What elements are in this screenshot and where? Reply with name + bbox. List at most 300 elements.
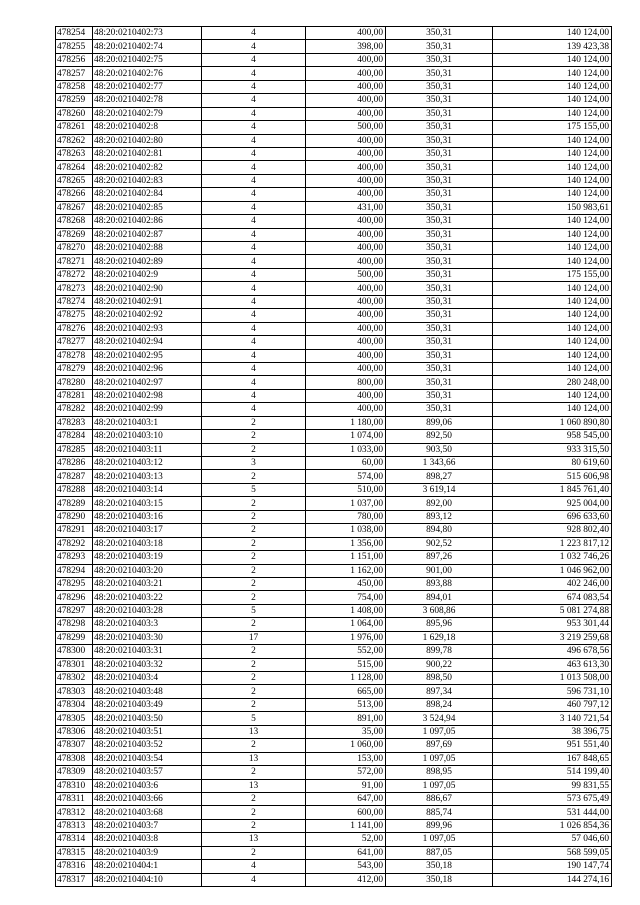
cadastral-number-cell: 48:20:0210403:54: [93, 752, 202, 765]
table-row: [56, 483, 612, 496]
table-row: [56, 416, 612, 429]
row-number-cell: 478301: [56, 658, 93, 671]
row-number-cell: 478256: [56, 53, 93, 66]
unit-price-cell: 350,31: [386, 309, 493, 322]
unit-price-cell: 1 097,05: [386, 725, 493, 738]
cadastral-number-cell: 48:20:0210403:4: [93, 672, 202, 685]
area-cell: 1 408,00: [306, 604, 386, 617]
area-cell: 400,00: [306, 161, 386, 174]
row-number-cell: 478261: [56, 121, 93, 134]
row-number-cell: 478298: [56, 618, 93, 631]
table-row: [56, 806, 612, 819]
table-row: [56, 228, 612, 241]
row-number-cell: 478313: [56, 819, 93, 832]
unit-price-cell: 898,27: [386, 470, 493, 483]
area-cell: 543,00: [306, 860, 386, 873]
unit-price-cell: 1 097,05: [386, 752, 493, 765]
unit-price-cell: 894,80: [386, 524, 493, 537]
cadastral-number-cell: 48:20:0210402:93: [93, 322, 202, 335]
cadastral-number-cell: 48:20:0210403:12: [93, 457, 202, 470]
cadastral-value-cell: 140 124,00: [493, 174, 612, 187]
category-code-cell: 3: [202, 457, 306, 470]
unit-price-cell: 350,31: [386, 174, 493, 187]
table-row: [56, 631, 612, 644]
unit-price-cell: 894,01: [386, 591, 493, 604]
area-cell: 1 064,00: [306, 618, 386, 631]
table-row: [56, 67, 612, 80]
category-code-cell: 2: [202, 551, 306, 564]
area-cell: 400,00: [306, 322, 386, 335]
category-code-cell: 4: [202, 873, 306, 886]
area-cell: 515,00: [306, 658, 386, 671]
area-cell: 400,00: [306, 80, 386, 93]
area-cell: 400,00: [306, 336, 386, 349]
category-code-cell: 2: [202, 658, 306, 671]
unit-price-cell: 350,31: [386, 80, 493, 93]
area-cell: 400,00: [306, 134, 386, 147]
unit-price-cell: 350,18: [386, 873, 493, 886]
table-row: [56, 389, 612, 402]
category-code-cell: 2: [202, 806, 306, 819]
unit-price-cell: 902,52: [386, 537, 493, 550]
category-code-cell: 2: [202, 564, 306, 577]
cadastral-number-cell: 48:20:0210403:11: [93, 443, 202, 456]
table-row: [56, 846, 612, 859]
category-code-cell: 2: [202, 685, 306, 698]
cadastral-number-cell: 48:20:0210403:30: [93, 631, 202, 644]
unit-price-cell: 898,95: [386, 766, 493, 779]
row-number-cell: 478276: [56, 322, 93, 335]
cadastral-number-cell: 48:20:0210402:94: [93, 336, 202, 349]
row-number-cell: 478283: [56, 416, 93, 429]
area-cell: 500,00: [306, 268, 386, 281]
table-row: [56, 255, 612, 268]
cadastral-number-cell: 48:20:0210402:8: [93, 121, 202, 134]
row-number-cell: 478304: [56, 698, 93, 711]
table-row: [56, 322, 612, 335]
cadastral-value-cell: 140 124,00: [493, 27, 612, 40]
table-row: [56, 860, 612, 873]
cadastral-number-cell: 48:20:0210402:87: [93, 228, 202, 241]
cadastral-number-cell: 48:20:0210402:95: [93, 349, 202, 362]
area-cell: 60,00: [306, 457, 386, 470]
unit-price-cell: 898,50: [386, 672, 493, 685]
category-code-cell: 4: [202, 268, 306, 281]
category-code-cell: 2: [202, 577, 306, 590]
cadastral-number-cell: 48:20:0210402:91: [93, 295, 202, 308]
area-cell: 400,00: [306, 215, 386, 228]
unit-price-cell: 886,67: [386, 792, 493, 805]
cadastral-number-cell: 48:20:0210403:10: [93, 430, 202, 443]
row-number-cell: 478282: [56, 403, 93, 416]
category-code-cell: 2: [202, 618, 306, 631]
unit-price-cell: 897,26: [386, 551, 493, 564]
cadastral-value-cell: 925 004,00: [493, 497, 612, 510]
cadastral-number-cell: 48:20:0210403:28: [93, 604, 202, 617]
category-code-cell: 2: [202, 591, 306, 604]
cadastral-number-cell: 48:20:0210403:49: [93, 698, 202, 711]
table-row: [56, 698, 612, 711]
table-row: [56, 201, 612, 214]
category-code-cell: 4: [202, 228, 306, 241]
row-number-cell: 478286: [56, 457, 93, 470]
cadastral-value-cell: 140 124,00: [493, 282, 612, 295]
unit-price-cell: 350,31: [386, 188, 493, 201]
table-row: [56, 188, 612, 201]
row-number-cell: 478269: [56, 228, 93, 241]
cadastral-number-cell: 48:20:0210404:10: [93, 873, 202, 886]
table-row: [56, 403, 612, 416]
area-cell: 1 060,00: [306, 739, 386, 752]
category-code-cell: 4: [202, 282, 306, 295]
category-code-cell: 17: [202, 631, 306, 644]
area-cell: 1 033,00: [306, 443, 386, 456]
row-number-cell: 478302: [56, 672, 93, 685]
category-code-cell: 4: [202, 107, 306, 120]
category-code-cell: 2: [202, 645, 306, 658]
area-cell: 641,00: [306, 846, 386, 859]
cadastral-value-cell: 140 124,00: [493, 362, 612, 375]
cadastral-number-cell: 48:20:0210402:82: [93, 161, 202, 174]
area-cell: 800,00: [306, 376, 386, 389]
category-code-cell: 2: [202, 430, 306, 443]
category-code-cell: 4: [202, 255, 306, 268]
unit-price-cell: 893,88: [386, 577, 493, 590]
row-number-cell: 478307: [56, 739, 93, 752]
cadastral-value-cell: 38 396,75: [493, 725, 612, 738]
unit-price-cell: 350,31: [386, 53, 493, 66]
row-number-cell: 478317: [56, 873, 93, 886]
area-cell: 665,00: [306, 685, 386, 698]
table-row: [56, 739, 612, 752]
unit-price-cell: 885,74: [386, 806, 493, 819]
row-number-cell: 478293: [56, 551, 93, 564]
category-code-cell: 4: [202, 40, 306, 53]
cadastral-value-cell: 3 140 721,54: [493, 712, 612, 725]
unit-price-cell: 898,24: [386, 698, 493, 711]
area-cell: 400,00: [306, 362, 386, 375]
cadastral-value-cell: 139 423,38: [493, 40, 612, 53]
cadastral-value-cell: 99 831,55: [493, 779, 612, 792]
row-number-cell: 478290: [56, 510, 93, 523]
category-code-cell: 4: [202, 215, 306, 228]
area-cell: 600,00: [306, 806, 386, 819]
table-row: [56, 295, 612, 308]
row-number-cell: 478306: [56, 725, 93, 738]
row-number-cell: 478264: [56, 161, 93, 174]
area-cell: 400,00: [306, 94, 386, 107]
cadastral-value-cell: 1 223 817,12: [493, 537, 612, 550]
unit-price-cell: 350,31: [386, 282, 493, 295]
area-cell: 431,00: [306, 201, 386, 214]
cadastral-number-cell: 48:20:0210402:76: [93, 67, 202, 80]
unit-price-cell: 893,12: [386, 510, 493, 523]
category-code-cell: 4: [202, 188, 306, 201]
table-row: [56, 577, 612, 590]
cadastral-number-cell: 48:20:0210402:92: [93, 309, 202, 322]
cadastral-number-cell: 48:20:0210403:19: [93, 551, 202, 564]
cadastral-number-cell: 48:20:0210403:57: [93, 766, 202, 779]
category-code-cell: 2: [202, 497, 306, 510]
row-number-cell: 478254: [56, 27, 93, 40]
area-cell: 500,00: [306, 121, 386, 134]
row-number-cell: 478315: [56, 846, 93, 859]
area-cell: 1 976,00: [306, 631, 386, 644]
cadastral-value-cell: 3 219 259,68: [493, 631, 612, 644]
category-code-cell: 4: [202, 295, 306, 308]
cadastral-number-cell: 48:20:0210402:98: [93, 389, 202, 402]
unit-price-cell: 350,31: [386, 134, 493, 147]
cadastral-value-cell: 140 124,00: [493, 80, 612, 93]
row-number-cell: 478270: [56, 242, 93, 255]
category-code-cell: 2: [202, 537, 306, 550]
category-code-cell: 4: [202, 362, 306, 375]
cadastral-value-cell: 140 124,00: [493, 94, 612, 107]
table-row: [56, 873, 612, 886]
row-number-cell: 478292: [56, 537, 93, 550]
row-number-cell: 478268: [56, 215, 93, 228]
unit-price-cell: 350,31: [386, 268, 493, 281]
category-code-cell: 13: [202, 725, 306, 738]
category-code-cell: 2: [202, 470, 306, 483]
cadastral-value-cell: 402 246,00: [493, 577, 612, 590]
cadastral-number-cell: 48:20:0210403:16: [93, 510, 202, 523]
cadastral-number-cell: 48:20:0210402:90: [93, 282, 202, 295]
cadastral-value-cell: 167 848,65: [493, 752, 612, 765]
table-row: [56, 618, 612, 631]
unit-price-cell: 1 097,05: [386, 833, 493, 846]
area-cell: 400,00: [306, 403, 386, 416]
area-cell: 1 180,00: [306, 416, 386, 429]
category-code-cell: 4: [202, 201, 306, 214]
cadastral-number-cell: 48:20:0210402:73: [93, 27, 202, 40]
table-row: [56, 215, 612, 228]
table-row: [56, 685, 612, 698]
cadastral-value-cell: 140 124,00: [493, 336, 612, 349]
cadastral-value-cell: 140 124,00: [493, 67, 612, 80]
category-code-cell: 13: [202, 752, 306, 765]
unit-price-cell: 350,31: [386, 295, 493, 308]
row-number-cell: 478299: [56, 631, 93, 644]
category-code-cell: 2: [202, 766, 306, 779]
cadastral-number-cell: 48:20:0210403:6: [93, 779, 202, 792]
cadastral-value-cell: 280 248,00: [493, 376, 612, 389]
area-cell: 647,00: [306, 792, 386, 805]
unit-price-cell: 350,31: [386, 228, 493, 241]
unit-price-cell: 887,05: [386, 846, 493, 859]
area-cell: 400,00: [306, 242, 386, 255]
cadastral-value-cell: 140 124,00: [493, 309, 612, 322]
cadastral-value-cell: 140 124,00: [493, 242, 612, 255]
row-number-cell: 478308: [56, 752, 93, 765]
table-body: [56, 27, 612, 887]
table-row: [56, 376, 612, 389]
cadastral-number-cell: 48:20:0210402:80: [93, 134, 202, 147]
cadastral-value-cell: 514 199,40: [493, 766, 612, 779]
row-number-cell: 478287: [56, 470, 93, 483]
row-number-cell: 478288: [56, 483, 93, 496]
cadastral-number-cell: 48:20:0210403:3: [93, 618, 202, 631]
table-row: [56, 40, 612, 53]
category-code-cell: 4: [202, 242, 306, 255]
unit-price-cell: 350,31: [386, 255, 493, 268]
area-cell: 400,00: [306, 107, 386, 120]
cadastral-number-cell: 48:20:0210402:85: [93, 201, 202, 214]
cadastral-number-cell: 48:20:0210403:32: [93, 658, 202, 671]
unit-price-cell: 350,31: [386, 403, 493, 416]
row-number-cell: 478289: [56, 497, 93, 510]
area-cell: 412,00: [306, 873, 386, 886]
area-cell: 400,00: [306, 282, 386, 295]
area-cell: 1 128,00: [306, 672, 386, 685]
cadastral-number-cell: 48:20:0210403:52: [93, 739, 202, 752]
cadastral-number-cell: 48:20:0210402:84: [93, 188, 202, 201]
cadastral-number-cell: 48:20:0210402:79: [93, 107, 202, 120]
row-number-cell: 478255: [56, 40, 93, 53]
table-row: [56, 147, 612, 160]
cadastral-value-cell: 140 124,00: [493, 389, 612, 402]
area-cell: 1 356,00: [306, 537, 386, 550]
area-cell: 400,00: [306, 174, 386, 187]
cadastral-value-cell: 190 147,74: [493, 860, 612, 873]
unit-price-cell: 350,31: [386, 349, 493, 362]
table-row: [56, 564, 612, 577]
cadastral-value-cell: 175 155,00: [493, 268, 612, 281]
cadastral-number-cell: 48:20:0210403:20: [93, 564, 202, 577]
cadastral-number-cell: 48:20:0210403:50: [93, 712, 202, 725]
unit-price-cell: 350,31: [386, 362, 493, 375]
unit-price-cell: 350,31: [386, 94, 493, 107]
row-number-cell: 478267: [56, 201, 93, 214]
unit-price-cell: 1 629,18: [386, 631, 493, 644]
cadastral-number-cell: 48:20:0210403:66: [93, 792, 202, 805]
row-number-cell: 478316: [56, 860, 93, 873]
cadastral-value-cell: 150 983,61: [493, 201, 612, 214]
row-number-cell: 478291: [56, 524, 93, 537]
cadastral-number-cell: 48:20:0210403:21: [93, 577, 202, 590]
table-row: [56, 268, 612, 281]
table-row: [56, 470, 612, 483]
table-row: [56, 161, 612, 174]
cadastral-number-cell: 48:20:0210402:97: [93, 376, 202, 389]
cadastral-value-cell: 496 678,56: [493, 645, 612, 658]
table-row: [56, 53, 612, 66]
area-cell: 891,00: [306, 712, 386, 725]
cadastral-value-cell: 140 124,00: [493, 134, 612, 147]
table-row: [56, 457, 612, 470]
cadastral-value-cell: 140 124,00: [493, 403, 612, 416]
cadastral-number-cell: 48:20:0210402:78: [93, 94, 202, 107]
unit-price-cell: 350,31: [386, 121, 493, 134]
area-cell: 400,00: [306, 295, 386, 308]
category-code-cell: 2: [202, 524, 306, 537]
cadastral-value-cell: 1 013 508,00: [493, 672, 612, 685]
category-code-cell: 2: [202, 510, 306, 523]
table-row: [56, 766, 612, 779]
unit-price-cell: 350,31: [386, 376, 493, 389]
category-code-cell: 2: [202, 443, 306, 456]
area-cell: 450,00: [306, 577, 386, 590]
row-number-cell: 478285: [56, 443, 93, 456]
category-code-cell: 13: [202, 833, 306, 846]
cadastral-value-cell: 57 046,60: [493, 833, 612, 846]
table-row: [56, 725, 612, 738]
cadastral-number-cell: 48:20:0210403:68: [93, 806, 202, 819]
area-cell: 400,00: [306, 27, 386, 40]
cadastral-number-cell: 48:20:0210403:22: [93, 591, 202, 604]
table-row: [56, 819, 612, 832]
category-code-cell: 2: [202, 739, 306, 752]
table-row: [56, 658, 612, 671]
cadastral-value-cell: 1 046 962,00: [493, 564, 612, 577]
cadastral-value-cell: 573 675,49: [493, 792, 612, 805]
table-row: [56, 430, 612, 443]
cadastral-value-cell: 140 124,00: [493, 107, 612, 120]
table-row: [56, 591, 612, 604]
unit-price-cell: 3 524,94: [386, 712, 493, 725]
cadastral-value-cell: 175 155,00: [493, 121, 612, 134]
area-cell: 1 037,00: [306, 497, 386, 510]
cadastral-value-cell: 140 124,00: [493, 228, 612, 241]
cadastral-value-cell: 958 545,00: [493, 430, 612, 443]
unit-price-cell: 903,50: [386, 443, 493, 456]
cadastral-number-cell: 48:20:0210404:1: [93, 860, 202, 873]
cadastral-value-cell: 140 124,00: [493, 295, 612, 308]
table-row: [56, 27, 612, 40]
area-cell: 35,00: [306, 725, 386, 738]
category-code-cell: 4: [202, 67, 306, 80]
area-cell: 552,00: [306, 645, 386, 658]
table-row: [56, 80, 612, 93]
unit-price-cell: 1 097,05: [386, 779, 493, 792]
row-number-cell: 478280: [56, 376, 93, 389]
table-row: [56, 336, 612, 349]
category-code-cell: 4: [202, 53, 306, 66]
cadastral-value-cell: 140 124,00: [493, 322, 612, 335]
cadastral-value-cell: 144 274,16: [493, 873, 612, 886]
unit-price-cell: 350,31: [386, 107, 493, 120]
category-code-cell: 4: [202, 174, 306, 187]
category-code-cell: 4: [202, 80, 306, 93]
area-cell: 400,00: [306, 349, 386, 362]
row-number-cell: 478296: [56, 591, 93, 604]
unit-price-cell: 350,31: [386, 201, 493, 214]
cadastral-number-cell: 48:20:0210402:75: [93, 53, 202, 66]
cadastral-number-cell: 48:20:0210402:77: [93, 80, 202, 93]
cadastral-value-cell: 140 124,00: [493, 188, 612, 201]
area-cell: 400,00: [306, 67, 386, 80]
area-cell: 398,00: [306, 40, 386, 53]
category-code-cell: 4: [202, 147, 306, 160]
unit-price-cell: 897,69: [386, 739, 493, 752]
row-number-cell: 478309: [56, 766, 93, 779]
unit-price-cell: 1 343,66: [386, 457, 493, 470]
area-cell: 400,00: [306, 389, 386, 402]
cadastral-number-cell: 48:20:0210402:99: [93, 403, 202, 416]
area-cell: 780,00: [306, 510, 386, 523]
category-code-cell: 4: [202, 161, 306, 174]
row-number-cell: 478279: [56, 362, 93, 375]
cadastral-value-cell: 140 124,00: [493, 349, 612, 362]
area-cell: 513,00: [306, 698, 386, 711]
area-cell: 572,00: [306, 766, 386, 779]
row-number-cell: 478273: [56, 282, 93, 295]
cadastral-number-cell: 48:20:0210402:86: [93, 215, 202, 228]
unit-price-cell: 350,31: [386, 322, 493, 335]
area-cell: 400,00: [306, 188, 386, 201]
row-number-cell: 478314: [56, 833, 93, 846]
table-row: [56, 645, 612, 658]
